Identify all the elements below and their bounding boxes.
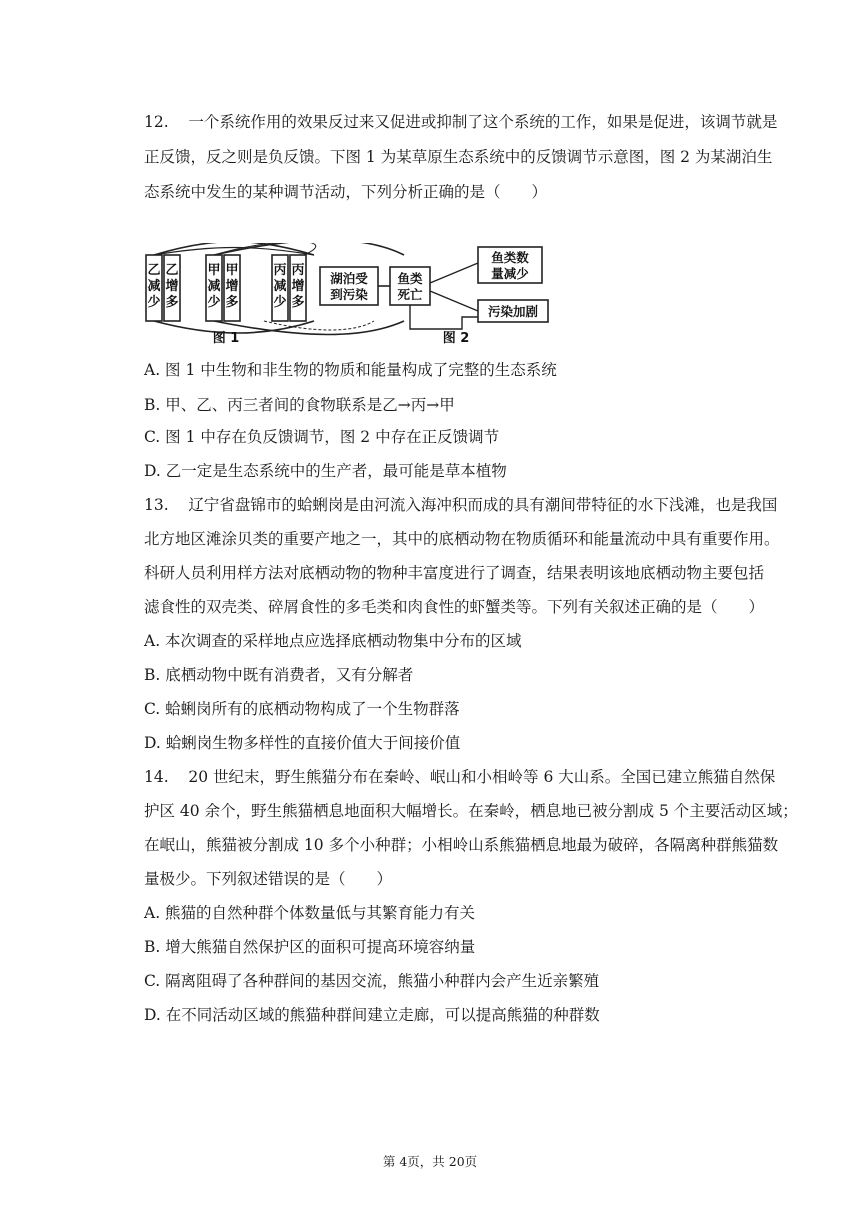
q12-stem-line-2: 正反馈，反之则是负反馈。下图 1 为某草原生态系统中的反馈调节示意图，图 2 为某湖泊生 xyxy=(144,148,773,166)
q12-option-c: C. 图 1 中存在负反馈调节，图 2 中存在正反馈调节 xyxy=(144,428,500,446)
feedback-diagram xyxy=(144,243,584,347)
fig1-box1-char3: 少 xyxy=(147,295,161,310)
q14-option-c: C. 隔离阻碍了各种群间的基因交流，熊猫小种群内会产生近亲繁殖 xyxy=(144,972,600,990)
q13-option-a: A. 本次调查的采样地点应选择底栖动物集中分布的区域 xyxy=(144,632,522,650)
fig1-box6-char1: 丙 xyxy=(291,263,305,278)
fig2-box3-line2: 量减少 xyxy=(491,266,529,281)
q13-stem-line-4: 滤食性的双壳类、碎屑食性的多毛类和肉食性的虾蟹类等。下列有关叙述正确的是（ ） xyxy=(144,598,765,616)
fig1-box6-char3: 多 xyxy=(291,295,305,310)
fig1-box5-char3: 少 xyxy=(273,295,287,310)
q14-stem-line-3: 在岷山，熊猫被分割成 10 多个小种群；小相岭山系熊猫栖息地最为破碎，各隔离种群熊猫数 xyxy=(144,836,779,854)
q13-number: 13. xyxy=(144,496,169,514)
fig2-box2-line1: 鱼类 xyxy=(397,271,423,286)
q13-option-b: B. 底栖动物中既有消费者，又有分解者 xyxy=(144,666,414,684)
fig1-box4-char3: 多 xyxy=(225,295,239,310)
q14-option-a: A. 熊猫的自然种群个体数量低与其繁育能力有关 xyxy=(144,904,476,922)
q14-number: 14. xyxy=(144,768,169,786)
fig1-box2-char3: 多 xyxy=(165,295,179,310)
q14-stem-line-2: 护区 40 余个，野生熊猫栖息地面积大幅增长。在秦岭，栖息地已被分割成 5 个主要活动区域； xyxy=(144,802,798,820)
figure-2-caption: 图 2 xyxy=(442,331,470,346)
q14-option-d: D. 在不同活动区域的熊猫种群间建立走廊，可以提高熊猫的种群数 xyxy=(144,1006,600,1024)
q12-number: 12. xyxy=(144,113,169,131)
fig1-box3-char1: 甲 xyxy=(207,263,221,278)
fig1-box6-char2: 增 xyxy=(291,279,305,294)
q14-stem-line-4: 量极少。下列叙述错误的是（ ） xyxy=(144,870,393,888)
q12-figure xyxy=(144,243,584,351)
fig1-box2-char2: 增 xyxy=(165,279,179,294)
q13-option-c: C. 蛤蜊岗所有的底栖动物构成了一个生物群落 xyxy=(144,700,460,718)
fig1-box1-char2: 减 xyxy=(147,279,161,294)
fig2-box3-line1: 鱼类数 xyxy=(491,250,529,265)
q14-option-b: B. 增大熊猫自然保护区的面积可提高环境容纳量 xyxy=(144,938,476,956)
fig1-box3-char2: 减 xyxy=(207,279,221,294)
q12-option-d: D. 乙一定是生态系统中的生产者，最可能是草本植物 xyxy=(144,462,507,480)
fig1-box5-char1: 丙 xyxy=(273,263,287,278)
figure-2 xyxy=(320,247,548,346)
page-footer: 第 4页，共 20页 xyxy=(382,1154,478,1169)
q12-option-a: A. 图 1 中生物和非生物的物质和能量构成了完整的生态系统 xyxy=(144,361,557,379)
q13-option-d: D. 蛤蜊岗生物多样性的直接价值大于间接价值 xyxy=(144,734,461,752)
fig2-box1-line2: 到污染 xyxy=(330,287,368,302)
fig1-box2-char1: 乙 xyxy=(165,263,179,278)
figure-1-caption: 图 1 xyxy=(212,331,240,346)
fig1-box5-char2: 减 xyxy=(273,279,287,294)
fig2-box1-line1: 湖泊受 xyxy=(330,271,368,286)
q12-stem-line-1: 12. 一个系统作用的效果反过来又促进或抑制了这个系统的工作，如果是促进，该调节就是 xyxy=(144,113,778,131)
q13-stem-line-2: 北方地区滩涂贝类的重要产地之一，其中的底栖动物在物质循环和能量流动中具有重要作用。 xyxy=(144,530,780,548)
fig1-box1-char1: 乙 xyxy=(147,263,161,278)
q13-stem-line-1: 13. 辽宁省盘锦市的蛤蜊岗是由河流入海冲积而成的具有潮间带特征的水下浅滩，也是我国 xyxy=(144,496,778,514)
fig1-box3-char3: 少 xyxy=(207,295,221,310)
fig2-box4-line1: 污染加剧 xyxy=(487,304,539,319)
q12-option-b: B. 甲、乙、丙三者间的食物联系是乙→丙→甲 xyxy=(144,396,455,414)
fig1-box4-char2: 增 xyxy=(225,279,239,294)
fig2-box2-line2: 死亡 xyxy=(397,287,423,302)
q12-stem-line-3: 态系统中发生的某种调节活动，下列分析正确的是（ ） xyxy=(144,183,548,201)
q14-stem-line-1: 14. 20 世纪末，野生熊猫分布在秦岭、岷山和小相岭等 6 大山系。全国已建立熊猫自然保 xyxy=(144,768,776,786)
q13-stem-line-3: 科研人员利用样方法对底栖动物的物种丰富度进行了调查，结果表明该地底栖动物主要包括 xyxy=(144,564,765,582)
fig1-box4-char1: 甲 xyxy=(225,263,239,278)
